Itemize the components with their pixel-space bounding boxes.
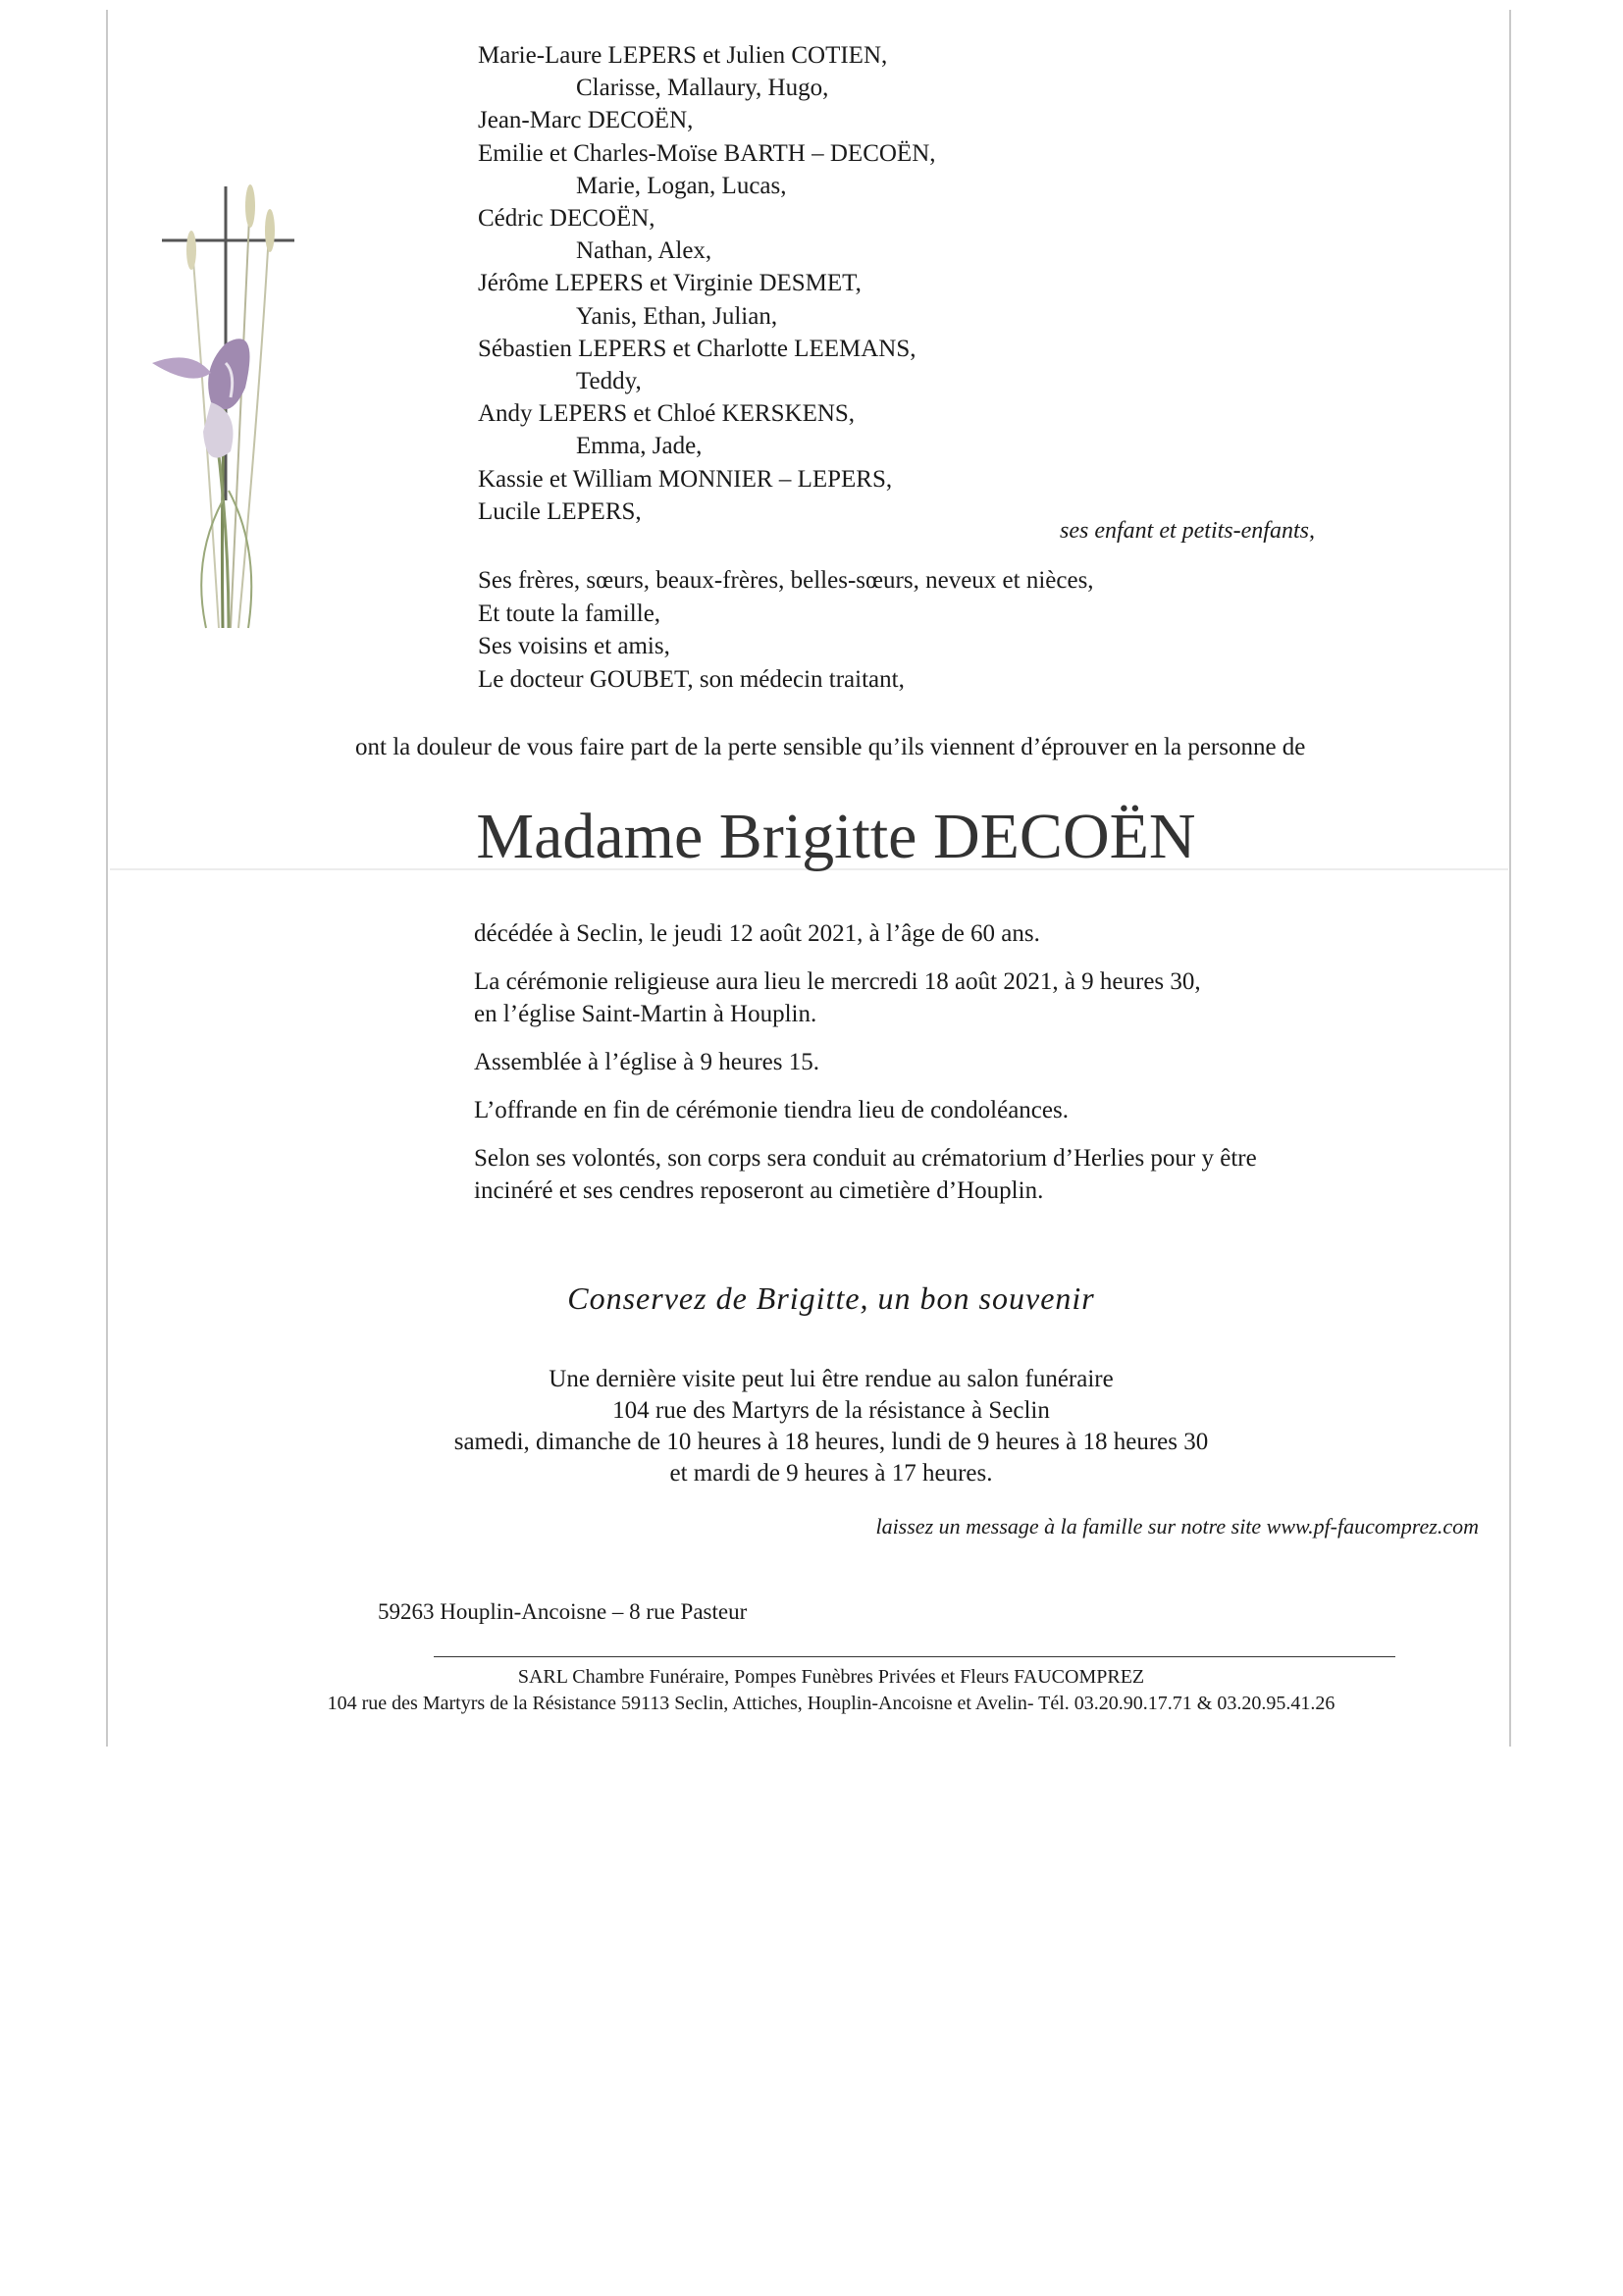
announcement-text: ont la douleur de vous faire part de la perte sensible qu’ils viennent d’éprouver en la personne de (355, 734, 1306, 760)
visit-line: et mardi de 9 heures à 17 heures. (669, 1460, 993, 1487)
relatives-line: Ses voisins et amis, (478, 633, 670, 659)
visit-line: 104 rue des Martyrs de la résistance à Seclin (612, 1397, 1050, 1424)
family-member-line: Teddy, (576, 368, 642, 395)
website-note: laissez un message à la famille sur notre site www.pf-faucomprez.com (875, 1514, 1479, 1539)
visit-info (0, 1364, 1623, 1489)
family-member-line: Lucile LEPERS, (478, 497, 642, 525)
family-address: 59263 Houplin-Ancoisne – 8 rue Pasteur (378, 1599, 748, 1624)
family-member-line: Marie-Laure LEPERS et Julien COTIEN, (478, 42, 888, 69)
lily-cross-icon (132, 177, 304, 638)
family-member-line: Andy LEPERS et Chloé KERSKENS, (478, 400, 856, 428)
family-member-line: Emma, Jade, (576, 433, 703, 460)
death-notice: décédée à Seclin, le jeudi 12 août 2021, à l’âge de 60 ans. (474, 920, 1040, 947)
ceremony-line-2: en l’église Saint-Martin à Houplin. (474, 1001, 817, 1027)
children-signature: ses enfant et petits-enfants, (1060, 518, 1315, 544)
family-member-line: Jérôme LEPERS et Virginie DESMET, (478, 270, 862, 297)
assembly-info: Assemblée à l’église à 9 heures 15. (474, 1049, 819, 1075)
funeral-home-footer (0, 1664, 1623, 1717)
wishes-line-2: incinéré et ses cendres reposeront au cimetière d’Houplin. (474, 1177, 1044, 1204)
funeral-details (474, 917, 1257, 1223)
visit-line: samedi, dimanche de 10 heures à 18 heures, lundi de 9 heures à 18 heures 30 (453, 1429, 1209, 1455)
family-member-line: Cédric DECOËN, (478, 205, 655, 233)
memory-script-line: Conservez de Brigitte, un bon souvenir (567, 1280, 1095, 1316)
family-member-line: Marie, Logan, Lucas, (576, 172, 787, 199)
visit-line: Une dernière visite peut lui être rendue au salon funéraire (549, 1366, 1114, 1392)
other-relatives-list (478, 564, 1094, 696)
family-member-line: Yanis, Ethan, Julian, (576, 302, 778, 330)
family-member-line: Sébastien LEPERS et Charlotte LEEMANS, (478, 335, 916, 362)
relatives-line: Et toute la famille, (478, 600, 661, 627)
family-member-line: Emilie et Charles-Moïse BARTH – DECOËN, (478, 139, 936, 167)
family-member-line: Jean-Marc DECOËN, (478, 107, 694, 134)
footer-company: SARL Chambre Funéraire, Pompes Funèbres Privées et Fleurs FAUCOMPREZ (517, 1666, 1145, 1688)
deceased-name: Madame Brigitte DECOËN (476, 801, 1196, 872)
ceremony-line-1: La cérémonie religieuse aura lieu le mercredi 18 août 2021, à 9 heures 30, (474, 968, 1201, 995)
family-member-line: Clarisse, Mallaury, Hugo, (576, 75, 829, 102)
wishes-info (474, 1142, 1257, 1207)
family-list (478, 39, 936, 528)
relatives-line: Le docteur GOUBET, son médecin traitant, (478, 665, 905, 693)
family-member-line: Nathan, Alex, (576, 237, 712, 265)
relatives-line: Ses frères, sœurs, beaux-frères, belles-sœurs, neveux et nièces, (478, 567, 1094, 594)
family-member-line: Kassie et William MONNIER – LEPERS, (478, 465, 893, 493)
footer-divider (434, 1656, 1395, 1657)
footer-contact: 104 rue des Martyrs de la Résistance 59113 Seclin, Attiches, Houplin-Ancoisne et Avelin- Tél. 03.20.90.17.71 & 03.20.95.41.26 (327, 1693, 1335, 1714)
wishes-line-1: Selon ses volontés, son corps sera conduit au crématorium d’Herlies pour y être (474, 1145, 1257, 1172)
ceremony-info (474, 965, 1257, 1030)
offering-info: L’offrande en fin de cérémonie tiendra lieu de condoléances. (474, 1097, 1069, 1123)
